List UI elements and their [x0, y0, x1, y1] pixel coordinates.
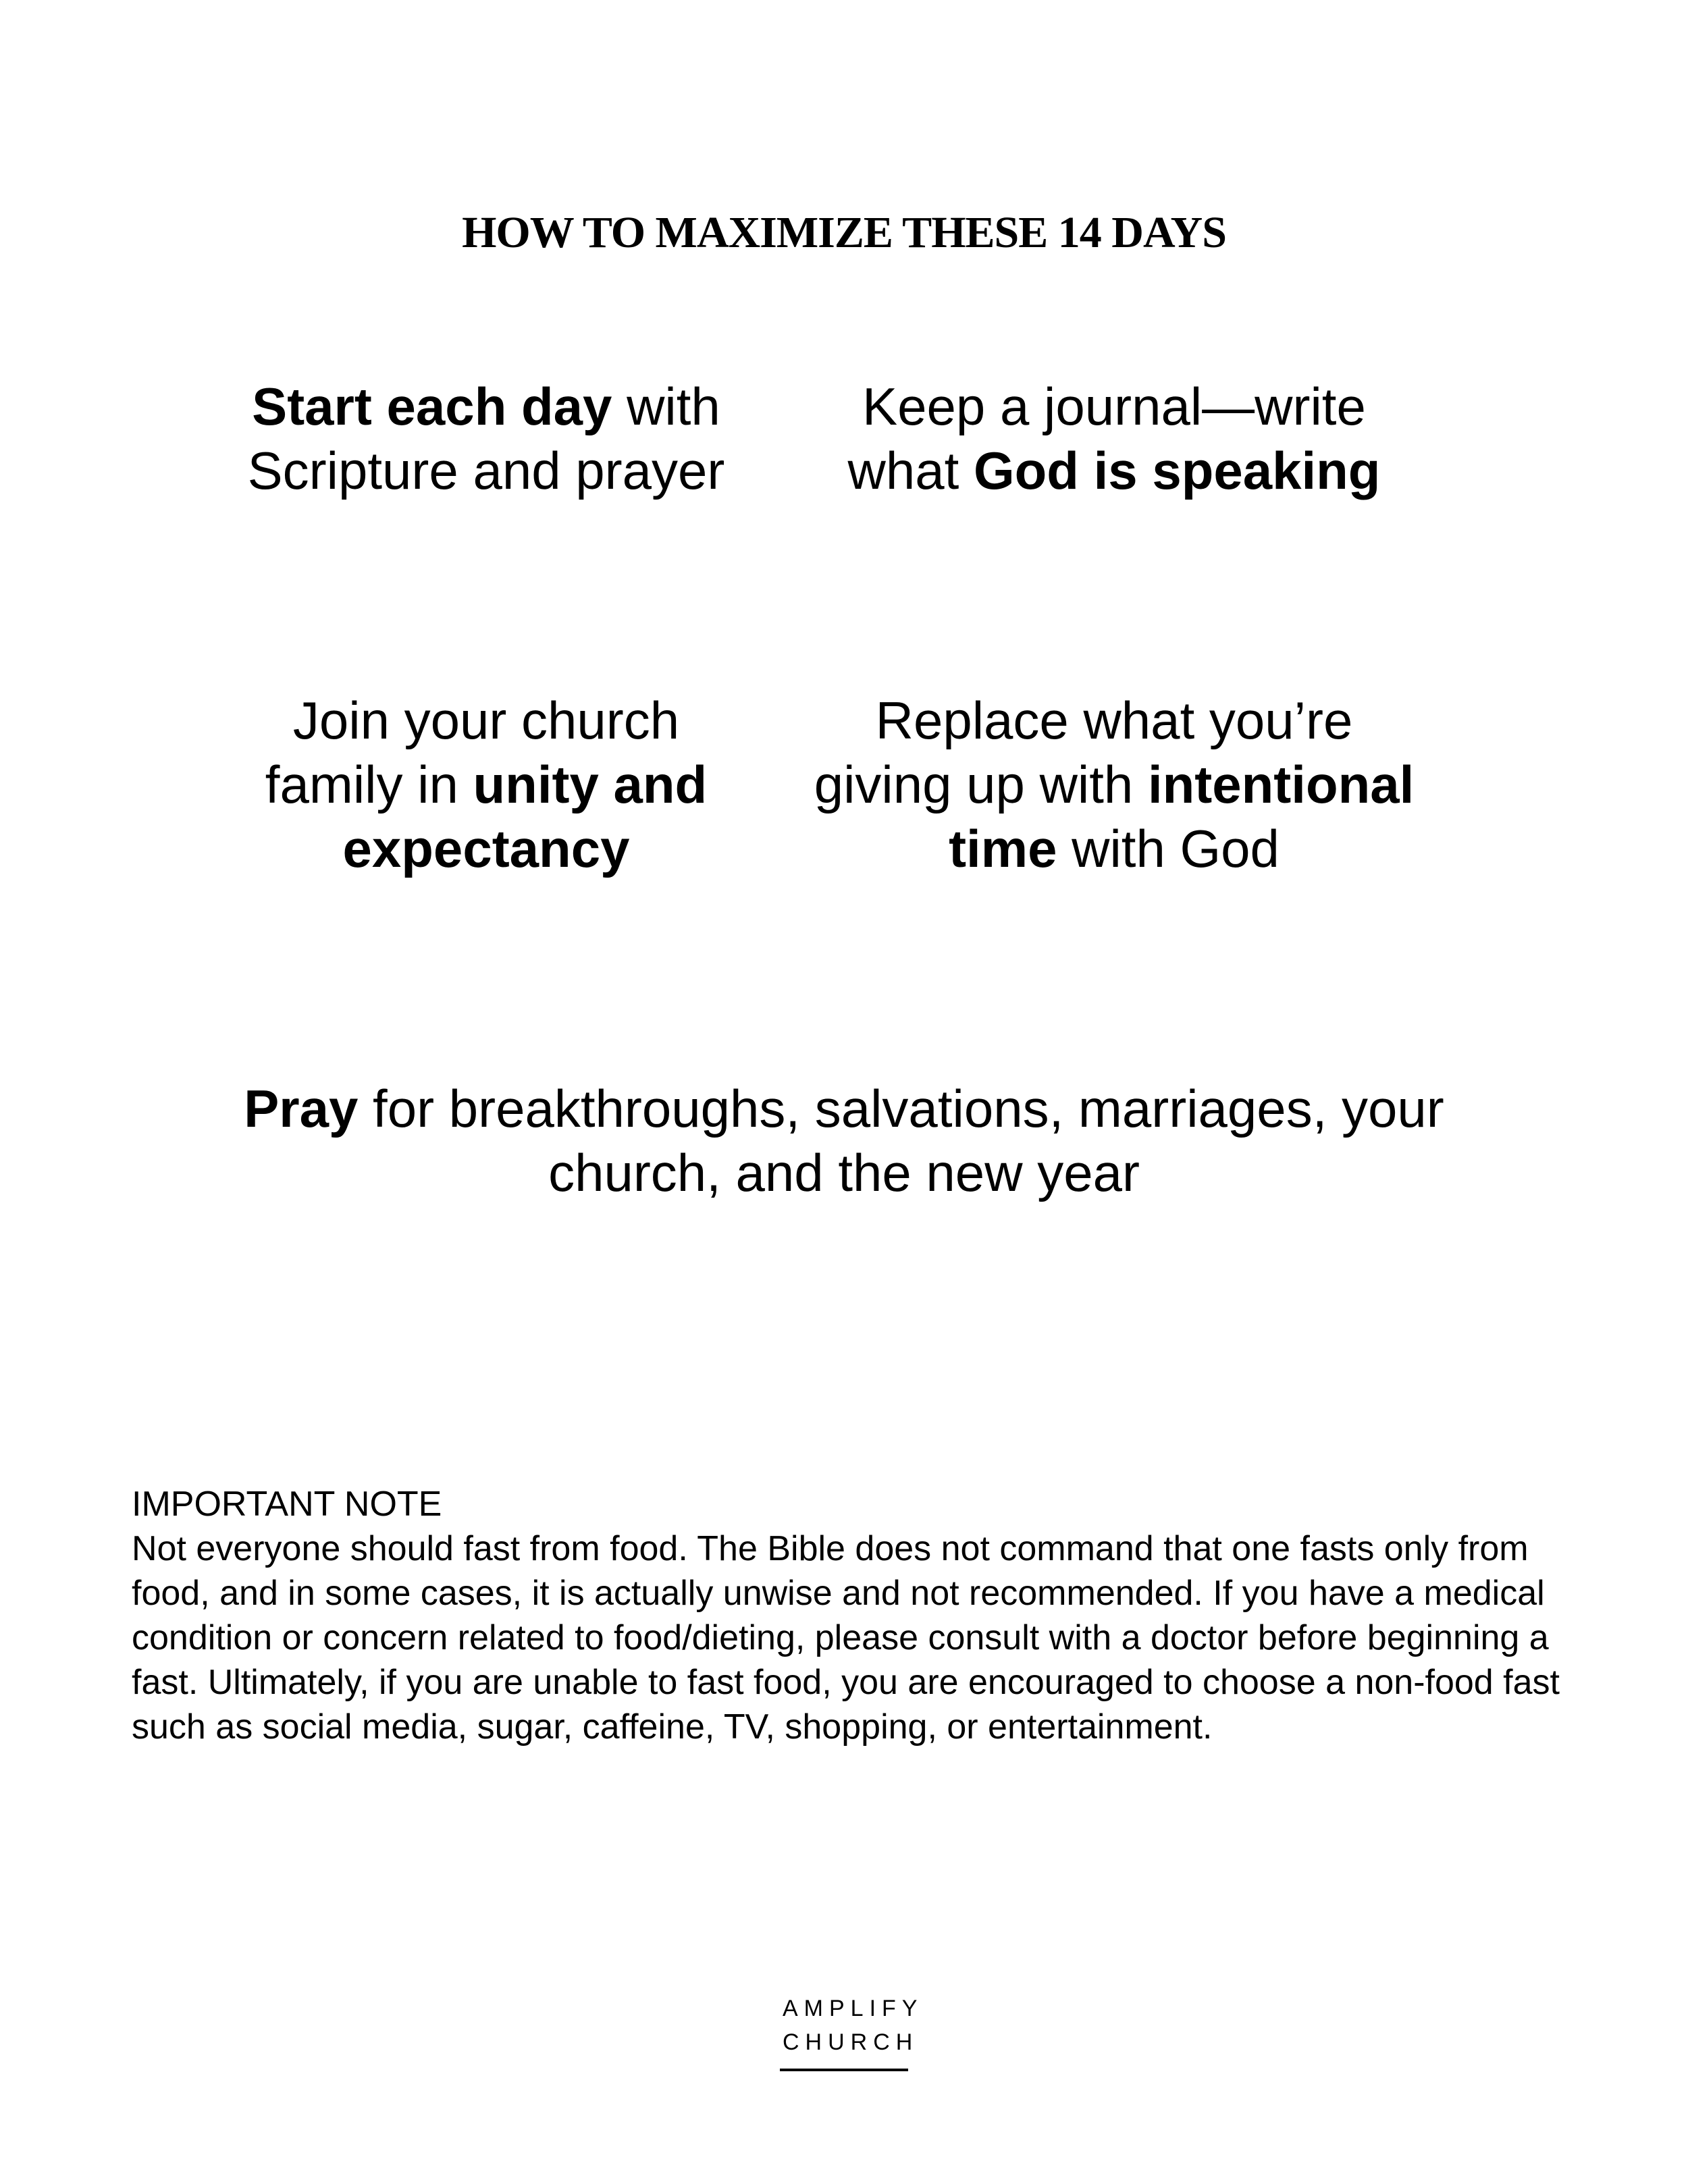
logo-underline	[780, 2069, 908, 2071]
tip-bold-tail: unity and expectancy	[342, 755, 708, 878]
tip-text: with Scripture and prayer	[247, 377, 725, 500]
pray-text: for breakthroughs, salvations, marriages, your church, and the new year	[358, 1079, 1444, 1202]
important-note	[132, 1482, 1577, 1749]
tip-join-church	[223, 689, 749, 881]
tip-text: Keep a journal—write what	[847, 377, 1366, 500]
tip-bold-mid: intentional time	[949, 755, 1415, 878]
tip-text: Join your church family in	[265, 691, 680, 814]
pray-statement	[169, 1077, 1519, 1205]
page-title: HOW TO MAXIMIZE THESE 14 DAYS	[462, 208, 1226, 257]
pray-bold-lead: Pray	[244, 1079, 359, 1138]
church-logo	[776, 1992, 924, 2071]
tip-start-each-day	[223, 375, 749, 503]
note-body: Not everyone should fast from food. The Bible does not command that one fasts only from food, and in some cases, it is actually unwise and not recommended. If you have a medical condition or concern related to food/dieting, please consult with a doctor before beginning a fast. Ultimately, if you are unable to fast food, you are encouraged to choose a non-food fast such as social media, sugar, caffeine, TV, shopping, or entertainment.	[132, 1529, 1560, 1747]
logo-line-1: AMPLIFY	[783, 1996, 924, 2021]
tip-replace	[803, 689, 1425, 881]
note-heading: IMPORTANT NOTE	[132, 1485, 442, 1524]
tip-bold-lead: Start each day	[252, 377, 612, 436]
tip-text-tail: with God	[1057, 819, 1280, 878]
logo-line-2: CHURCH	[783, 2029, 919, 2055]
tip-text: Replace what you’re giving up with	[814, 691, 1353, 814]
tip-bold-tail: God is speaking	[973, 441, 1381, 500]
tip-keep-journal	[803, 375, 1425, 503]
